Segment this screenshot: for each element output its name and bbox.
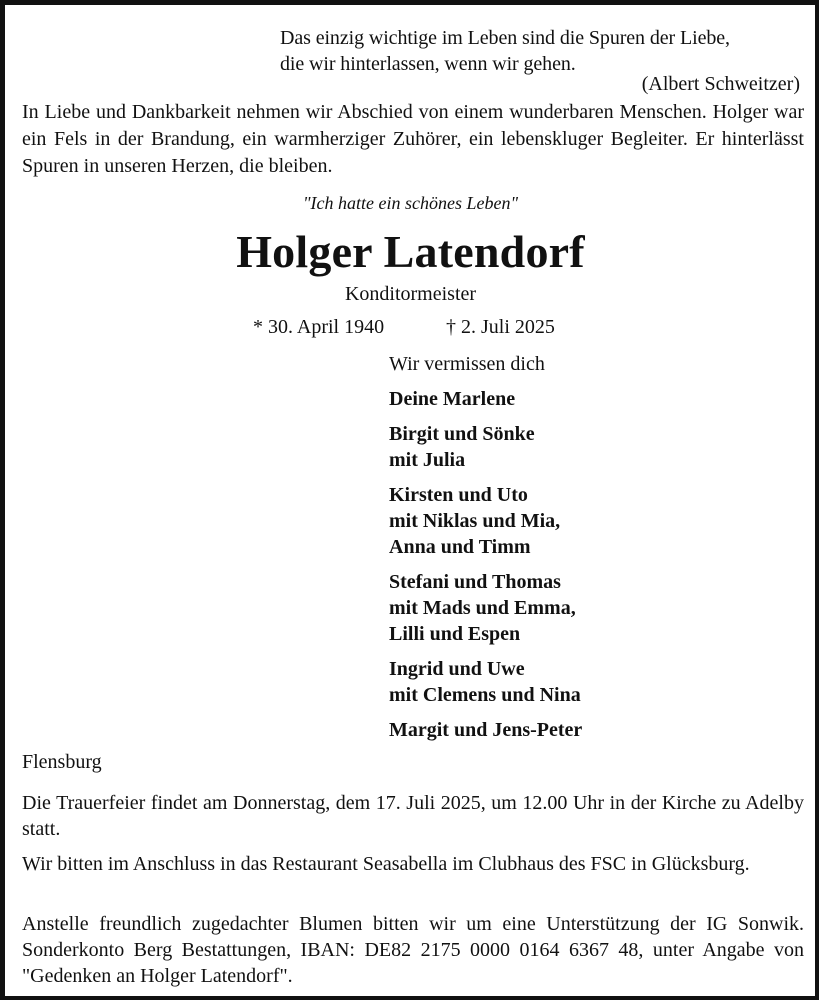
family-line: Deine Marlene xyxy=(389,388,516,410)
family-line: mit Julia xyxy=(389,449,466,471)
donation-details: Anstelle freundlich zugedachter Blumen bitten wir um eine Unterstützung der IG Sonwik. Sonderkonto Berg Bestattungen, IBAN: DE82 2175 0000 0164 6367 48, unter Angabe von "Gedenken an Holger Latendorf". xyxy=(22,913,804,987)
deceased-name: Holger Latendorf xyxy=(236,226,585,277)
family-line: mit Clemens und Nina xyxy=(389,684,581,706)
motto-line-1: Das einzig wichtige im Leben sind die Spuren der Liebe, xyxy=(280,27,730,49)
family-group xyxy=(389,656,582,708)
family-line: mit Mads und Emma, xyxy=(389,597,576,619)
city: Flensburg xyxy=(22,751,102,773)
family-line: Ingrid und Uwe xyxy=(389,658,525,680)
family-line: mit Niklas und Mia, xyxy=(389,510,561,532)
family-list xyxy=(389,351,582,752)
reception-details: Wir bitten im Anschluss in das Restaurant Seasabella im Clubhaus des FSC in Glücksburg. xyxy=(22,853,750,875)
family-line: Margit und Jens-Peter xyxy=(389,719,583,741)
deceased-profession: Konditormeister xyxy=(344,283,477,305)
family-line: Lilli und Espen xyxy=(389,623,521,645)
family-line: Birgit und Sönke xyxy=(389,423,535,445)
family-group xyxy=(389,386,582,412)
family-group xyxy=(389,421,582,473)
intro-paragraph: In Liebe und Dankbarkeit nehmen wir Abschied von einem wunderbaren Menschen. Holger war ein Fels in der Brandung, ein warmherziger Zuhörer, ein lebenskluger Begleiter. Er hinterlässt Spuren in unseren Herzen, die bleiben. xyxy=(22,101,804,177)
family-line: Stefani und Thomas xyxy=(389,571,561,593)
funeral-details: Die Trauerfeier findet am Donnerstag, dem 17. Juli 2025, um 12.00 Uhr in der Kirche zu Adelby statt. xyxy=(22,792,804,840)
personal-quote: "Ich hatte ein schönes Leben" xyxy=(302,193,519,213)
motto-author: (Albert Schweitzer) xyxy=(641,73,800,95)
family-group xyxy=(389,717,582,743)
family-intro: Wir vermissen dich xyxy=(389,353,545,375)
motto-line-2: die wir hinterlassen, wenn wir gehen. xyxy=(280,53,576,75)
family-group xyxy=(389,482,582,560)
death-date: † 2. Juli 2025 xyxy=(446,316,555,338)
birth-date: * 30. April 1940 xyxy=(253,316,385,338)
family-line: Kirsten und Uto xyxy=(389,484,528,506)
family-line: Anna und Timm xyxy=(389,536,531,558)
family-group xyxy=(389,569,582,647)
